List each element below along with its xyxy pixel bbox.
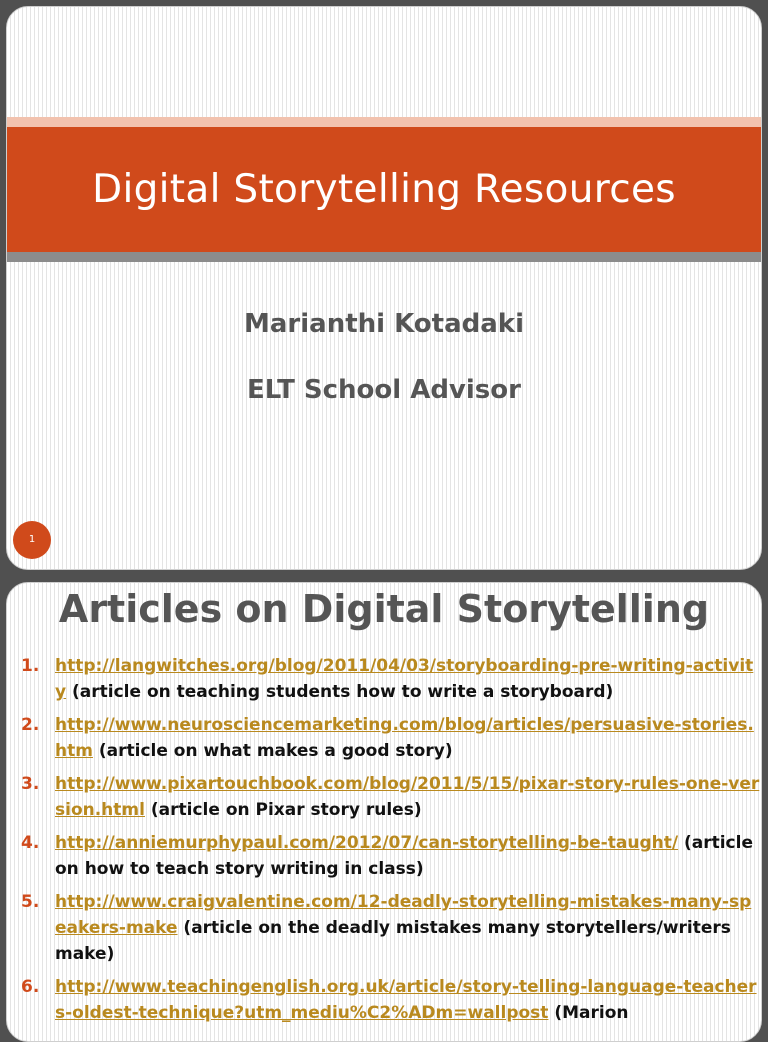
accent-band-bottom — [7, 252, 761, 262]
article-link[interactable]: http://www.craigvalentine.com/12-deadly-storytelling-mistakes-many-speakers-make — [55, 892, 752, 938]
title-slide — [6, 6, 762, 570]
article-number: 5. — [21, 892, 40, 912]
article-description: (article on what makes a good story) — [92, 741, 453, 761]
article-item — [21, 712, 761, 764]
article-number: 2. — [21, 715, 40, 735]
article-link[interactable]: http://www.neurosciencemarketing.com/blog/articles/persuasive-stories.htm — [55, 715, 754, 761]
article-link[interactable]: http://langwitches.org/blog/2011/04/03/storyboarding-pre-writing-activity — [55, 656, 754, 702]
article-link[interactable]: http://www.pixartouchbook.com/blog/2011/5/15/pixar-story-rules-one-version.html — [55, 774, 760, 820]
article-description: (article on the deadly mistakes many storytellers/writers make) — [55, 918, 731, 964]
author-role: ELT School Advisor — [247, 375, 521, 405]
article-description: (article on teaching students how to write a storyboard) — [66, 682, 614, 702]
article-link[interactable]: http://anniemurphypaul.com/2012/07/can-storytelling-be-taught/ — [55, 833, 679, 853]
article-list — [21, 653, 761, 1033]
article-link[interactable]: http://www.teachingenglish.org.uk/article/story-telling-language-teachers-oldest-technique?utm_mediu%C2%ADm=wallpost — [55, 977, 757, 1023]
article-item — [21, 889, 761, 967]
article-description: (Marion — [548, 1003, 629, 1023]
articles-heading: Articles on Digital Storytelling — [58, 587, 710, 631]
article-number: 6. — [21, 977, 40, 997]
article-description: (article on Pixar story rules) — [144, 800, 422, 820]
article-item — [21, 974, 761, 1026]
article-description: (article on how to teach story writing in class) — [55, 833, 753, 879]
author-name: Marianthi Kotadaki — [244, 309, 524, 339]
article-item — [21, 771, 761, 823]
article-number: 1. — [21, 656, 40, 676]
slide-title: Digital Storytelling Resources — [92, 167, 676, 212]
accent-band-top — [7, 117, 761, 127]
article-number: 4. — [21, 833, 40, 853]
page-number-badge: 1 — [13, 521, 51, 559]
article-number: 3. — [21, 774, 40, 794]
article-item — [21, 830, 761, 882]
article-item — [21, 653, 761, 705]
articles-slide — [6, 582, 762, 1042]
